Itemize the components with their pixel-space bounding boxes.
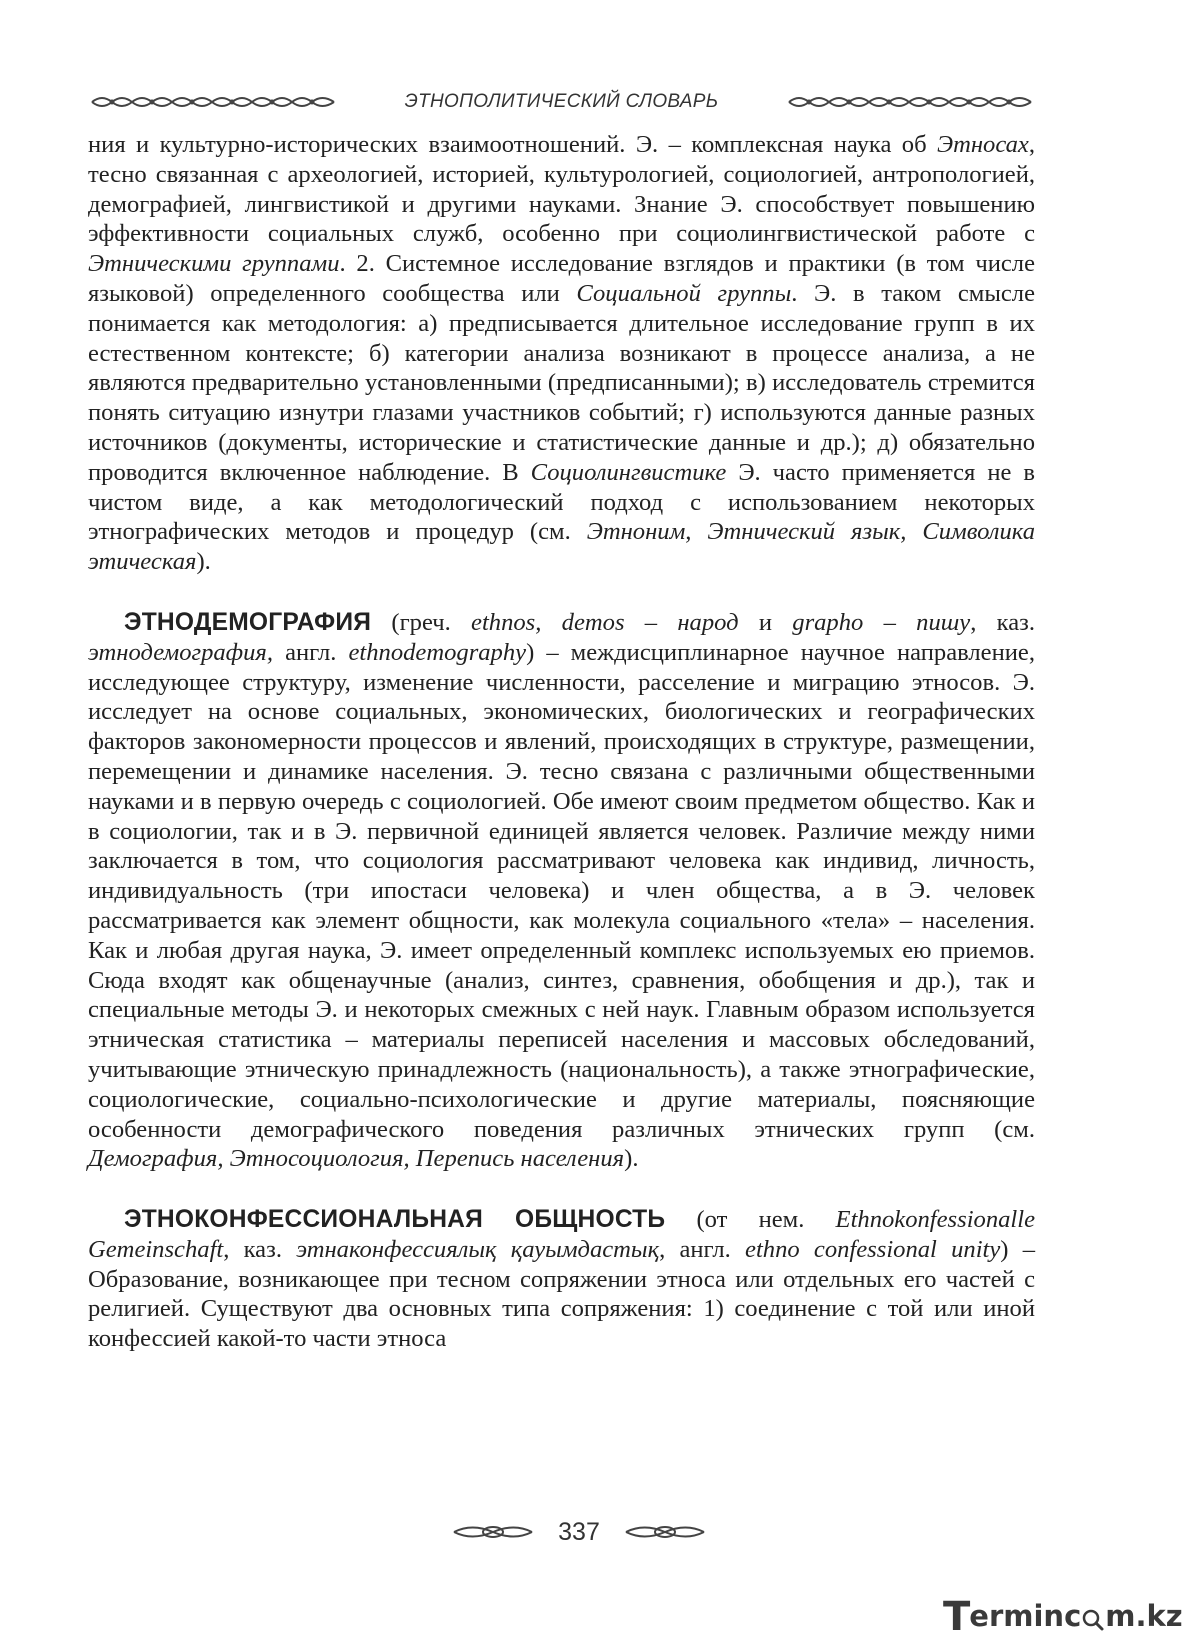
entry-ethnoconfessional-community-paragraph bbox=[88, 1205, 1035, 1354]
body-text-run: (греч. bbox=[371, 608, 472, 636]
italic-term: Демография, Этносоциология, Перепись населения bbox=[88, 1145, 625, 1173]
body-text-run: (от нем. bbox=[665, 1206, 836, 1234]
headword: ЭТНОДЕМОГРАФИЯ bbox=[124, 608, 372, 636]
body-text-run: , каз. bbox=[970, 608, 1036, 636]
ornament-left-icon bbox=[88, 92, 338, 112]
swirl-left-icon bbox=[452, 1521, 534, 1543]
ornament-right-icon bbox=[785, 92, 1035, 112]
italic-term: Ethnokonfessionalle Gemeinschaft bbox=[88, 1206, 1035, 1263]
watermark-text-end: m.kz bbox=[1105, 1599, 1183, 1633]
italic-term: ethnodemography bbox=[348, 638, 527, 666]
dictionary-body bbox=[88, 130, 1035, 1354]
body-text-run: ). bbox=[624, 1145, 639, 1173]
headword: ЭТНОКОНФЕССИОНАЛЬНАЯ ОБЩНОСТЬ bbox=[124, 1206, 666, 1234]
body-text-run: , каз. bbox=[223, 1235, 297, 1263]
italic-term: Этноним, Этнический язык, Символика этическая bbox=[88, 518, 1035, 576]
body-text-run: ния и культурно-исторических взаимоотношений. Э. – комплексная наука об bbox=[88, 131, 937, 158]
italic-term: ethno confessional unity bbox=[745, 1235, 1001, 1263]
body-text-run: . 2. Системное исследование взглядов и практики (в том числе языковой) определенного сообщества или bbox=[88, 250, 1035, 307]
italic-term: Социолингвистике bbox=[530, 458, 727, 486]
body-text-run: ) – междисциплинарное научное направление, исследующее структуру, изменение численности, расселение и миграцию этносов. Э. исследует на основе социальных, экономических, биологических и географических факторов закономерности процессов и явлений, происходящих в структуре, размещении, перемещении и динамике населения. Э. тесно связана с различными общественными науками и в первую очередь с социологией. Обе имеют своим предметом общество. Как и в социологии, так и в Э. первичной единицей является человек. Различие между ними заключается в том, что социология рассматривают человека как индивид, личность, индивидуальность (три ипостаси человека) и член общества, а в Э. человек рассматривается как элемент общности, как молекула социального «тела» – населения. Как и любая другая наука, Э. имеет определенный комплекс используемых ею приемов. Сюда входят как общенаучные (анализ, синтез, сравнения, обобщения и др.), так и специальные методы Э. и некоторых смежных с ней наук. Главным образом используется этническая статистика – материалы переписей населения и массовых обследований, учитывающие этническую принадлежность (национальность), а также этнографические, социологические, социально-психологические и другие материалы, поясняющие особенности демографического поведения различных этнических групп (см. bbox=[88, 638, 1035, 1143]
termincom-watermark bbox=[943, 1594, 1183, 1640]
body-text-run: , англ. bbox=[659, 1235, 746, 1263]
watermark-text-start: erminc bbox=[969, 1599, 1082, 1633]
italic-term: этнаконфессиялық қауымдастық bbox=[296, 1235, 660, 1263]
swirl-right-icon bbox=[624, 1521, 706, 1543]
italic-term: ethnos, demos – народ bbox=[471, 608, 739, 636]
running-title: ЭТНОПОЛИТИЧЕСКИЙ СЛОВАРЬ bbox=[404, 91, 719, 112]
entry-continuation-paragraph bbox=[88, 130, 1035, 577]
watermark-initial: T bbox=[943, 1594, 971, 1640]
page-number: 337 bbox=[558, 1517, 600, 1546]
body-text-run: . Э. в таком смысле понимается как методология: а) предписывается длительное исследование групп в их естественном контексте; б) категории анализа возникают в процессе анализа, а не являются предварительно установленными (предписанными); в) исследователь стремится понять ситуацию изнутри глазами участников событий; г) используются данные разных источников (документы, исторические и статистические данные и др.); д) обязательно проводится включенное наблюдение. В bbox=[88, 279, 1035, 486]
italic-term: Этническими группами bbox=[88, 250, 340, 278]
body-text-run: и bbox=[738, 608, 793, 636]
italic-term: Этносах bbox=[936, 131, 1029, 158]
entry-ethnodemography-paragraph bbox=[88, 608, 1035, 1174]
magnifier-o-icon bbox=[1082, 1607, 1104, 1631]
body-text-run: Э. часто применяется не в чистом виде, а как методологический подход с использованием некоторых этнографических методов и процедур (см. bbox=[88, 458, 1035, 546]
body-text-run: , тесно связанная с археологией, историей, культурологией, социологией, антропологией, демографией, лингвистикой и другими науками. Знание Э. способствует повышению эффективности социальных служб, особенно при социолингвистической работе с bbox=[88, 131, 1035, 248]
page-header bbox=[88, 88, 1035, 116]
body-text-run: ) – Образование, возникающее при тесном сопряжении этноса или отдельных его частей с религией. Существуют два основных типа сопряжения: 1) соединение с той или иной конфессией какой-то части этноса bbox=[88, 1235, 1035, 1353]
body-text-run: англ. bbox=[273, 638, 349, 666]
italic-term: Социальной группы bbox=[576, 279, 792, 307]
page-footer bbox=[0, 1512, 1158, 1552]
body-text-run: ). bbox=[196, 548, 211, 576]
italic-term: этнодемография, bbox=[88, 638, 274, 666]
italic-term: grapho – пишу bbox=[792, 608, 971, 636]
